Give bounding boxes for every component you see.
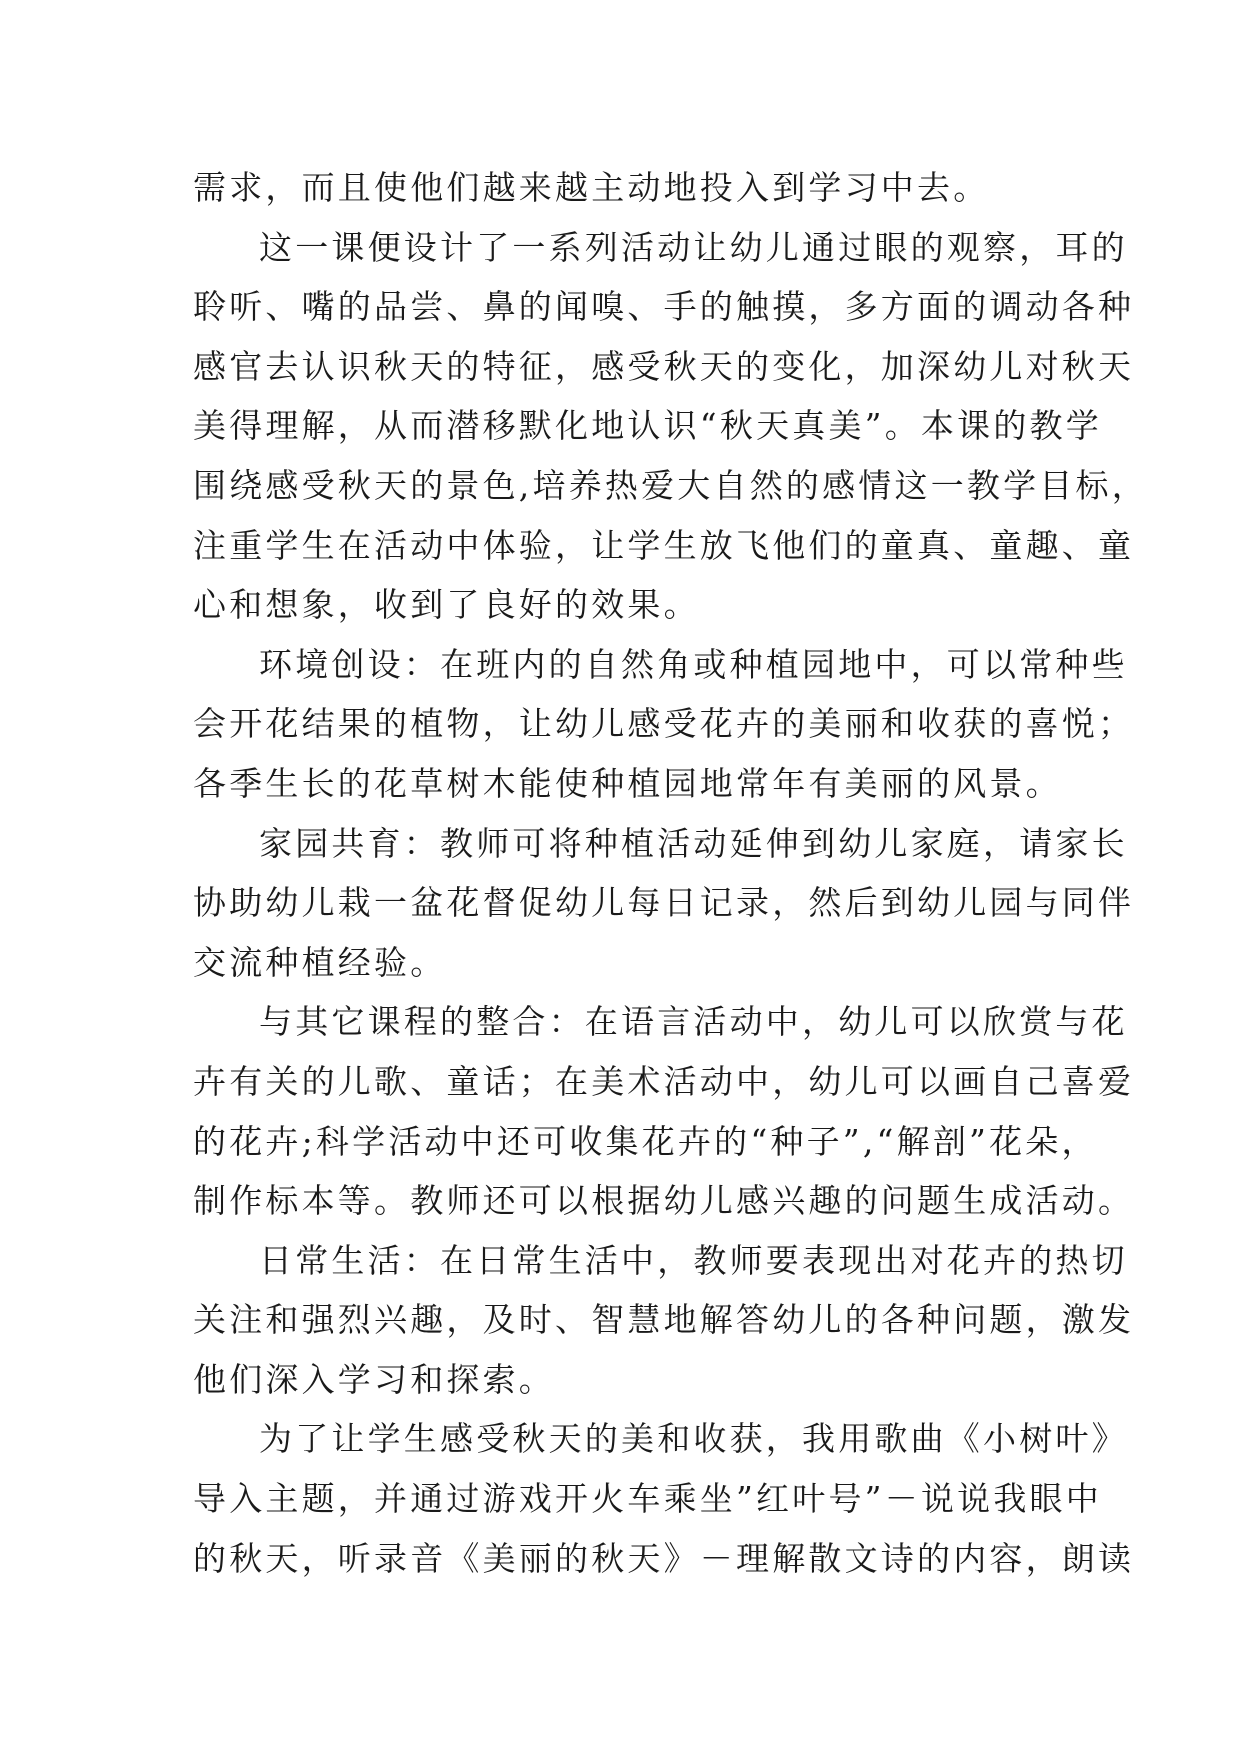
text-line: 注重学生在活动中体验，让学生放飞他们的童真、童趣、童 (193, 525, 1135, 565)
paragraph-4 (193, 814, 1135, 993)
text-line: 的花卉;科学活动中还可收集花卉的“种子”,“解剖”花朵， (193, 1121, 1098, 1161)
text-line: 关注和强烈兴趣，及时、智慧地解答幼儿的各种问题，激发 (193, 1300, 1135, 1340)
text-line: 日常生活：在日常生活中，教师要表现出对花卉的热切 (259, 1240, 1128, 1280)
document-body (193, 158, 1148, 1588)
paragraph-3 (193, 635, 1135, 814)
text-line: 家园共育：教师可将种植活动延伸到幼儿家庭，请家长 (259, 823, 1128, 863)
text-line: 感官去认识秋天的特征，感受秋天的变化，加深幼儿对秋天 (193, 346, 1135, 386)
text-line: 美得理解，从而潜移默化地认识“秋天真美”。本课的教学 (193, 406, 1102, 446)
text-line: 卉有关的儿歌、童话；在美术活动中，幼儿可以画自己喜爱 (193, 1061, 1135, 1101)
text-line: 需求，而且使他们越来越主动地投入到学习中去。 (193, 168, 990, 207)
text-line: 制作标本等。教师还可以根据幼儿感兴趣的问题生成活动。 (193, 1181, 1135, 1221)
text-line: 围绕感受秋天的景色,培养热爱大自然的感情这一教学目标， (193, 465, 1148, 505)
text-line: 协助幼儿栽一盆花督促幼儿每日记录，然后到幼儿园与同伴 (193, 883, 1135, 923)
paragraph-2 (193, 218, 1148, 635)
text-line: 与其它课程的整合：在语言活动中，幼儿可以欣赏与花 (259, 1002, 1128, 1042)
text-line: 各季生长的花草树木能使种植园地常年有美丽的风景。 (193, 763, 1062, 803)
text-line: 导入主题，并通过游戏开火车乘坐”红叶号”－说说我眼中 (193, 1479, 1102, 1519)
paragraph-5 (193, 992, 1135, 1230)
text-line: 为了让学生感受秋天的美和收获，我用歌曲《小树叶》 (259, 1419, 1128, 1459)
text-line: 环境创设：在班内的自然角或种植园地中，可以常种些 (259, 644, 1128, 684)
text-line: 这一课便设计了一系列活动让幼儿通过眼的观察，耳的 (259, 227, 1128, 267)
text-line: 聆听、嘴的品尝、鼻的闻嗅、手的触摸，多方面的调动各种 (193, 287, 1135, 327)
paragraph-1 (193, 158, 1053, 218)
text-line: 交流种植经验。 (193, 942, 447, 982)
text-line: 他们深入学习和探索。 (193, 1359, 555, 1399)
paragraph-7 (193, 1409, 1135, 1588)
paragraph-6 (193, 1231, 1135, 1410)
text-line: 心和想象，收到了良好的效果。 (193, 585, 700, 625)
text-line: 会开花结果的植物，让幼儿感受花卉的美丽和收获的喜悦； (193, 704, 1135, 744)
text-line: 的秋天，听录音《美丽的秋天》－理解散文诗的内容，朗读 (193, 1538, 1135, 1578)
